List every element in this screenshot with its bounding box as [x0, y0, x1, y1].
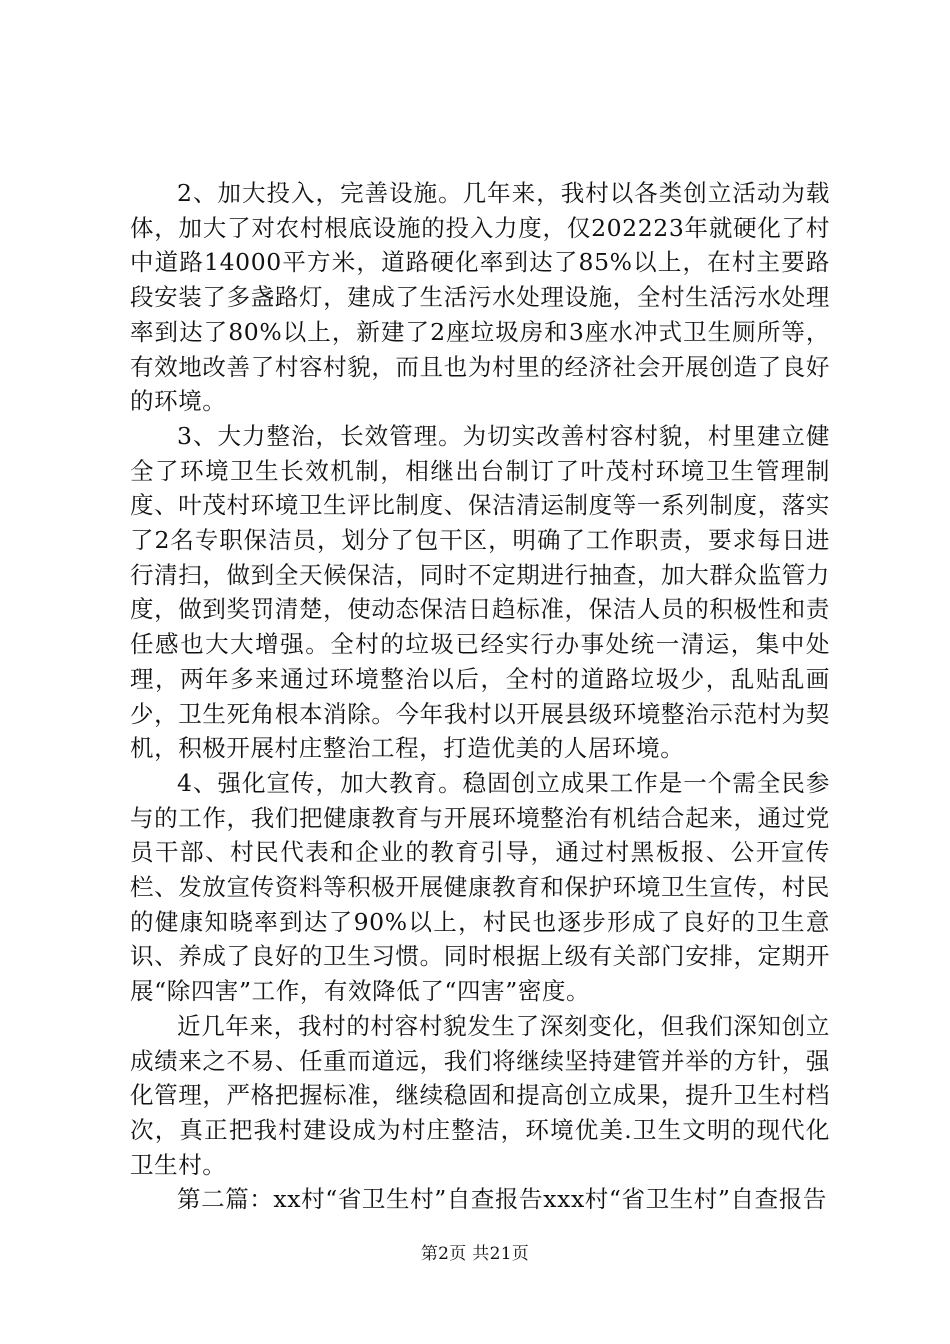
paragraph-education: 4、强化宣传，加大教育。稳固创立成果工作是一个需全民参与的工作，我们把健康教育与开展环境整治有机结合起来，通过党员干部、村民代表和企业的教育引导，通过村黑板报、公开宣传栏、发放宣传资料等积极开展健康教育和保护环境卫生宣传，村民的健康知晓率到达了90%以上，村民也逐步形成了良好的卫生意识、养成了良好的卫生习惯。同时根据上级有关部门安排，定期开展“除四害”工作，有效降低了“四害”密度。	[130, 768, 830, 1006]
paragraph-management: 3、大力整治，长效管理。为切实改善村容村貌，村里建立健全了环境卫生长效机制，相继出台制订了叶茂村环境卫生管理制度、叶茂村环境卫生评比制度、保洁清运制度等一系列制度，落实了2名专职保洁员，划分了包干区，明确了工作职责，要求每日进行清扫，做到全天候保洁，同时不定期进行抽查，加大群众监管力度，做到奖罚清楚，使动态保洁日趋标准，保洁人员的积极性和责任感也大大增强。全村的垃圾已经实行办事处统一清运，集中处理，两年多来通过环境整治以后，全村的道路垃圾少，乱贴乱画少，卫生死角根本消除。今年我村以开展县级环境整治示范村为契机，积极开展村庄整治工程，打造优美的人居环境。	[130, 421, 830, 763]
paragraph-investment: 2、加大投入，完善设施。几年来，我村以各类创立活动为载体，加大了对农村根底设施的投入力度，仅202223年就硬化了村中道路14000平方米，道路硬化率到达了85%以上，在村主要路段安装了多盏路灯，建成了生活污水处理设施，全村生活污水处理率到达了80%以上，新建了2座垃圾房和3座水冲式卫生厕所等，有效地改善了村容村貌，而且也为村里的经济社会开展创造了良好的环境。	[130, 179, 830, 416]
paragraph-summary: 近几年来，我村的村容村貌发生了深刻变化，但我们深知创立成绩来之不易、任重而道远，我们将继续坚持建管并举的方针，强化管理，严格把握标准，继续稳固和提高创立成果，提升卫生村档次，真正把我村建设成为村庄整洁，环境优美.卫生文明的现代化卫生村。	[130, 1011, 830, 1179]
paragraph-second-chapter-heading: 第二篇：xx村“省卫生村”自查报告xxx村“省卫生村”自查报告	[177, 1185, 827, 1214]
document-body	[130, 176, 830, 1217]
page-footer: 第2页 共21页	[420, 1244, 530, 1264]
